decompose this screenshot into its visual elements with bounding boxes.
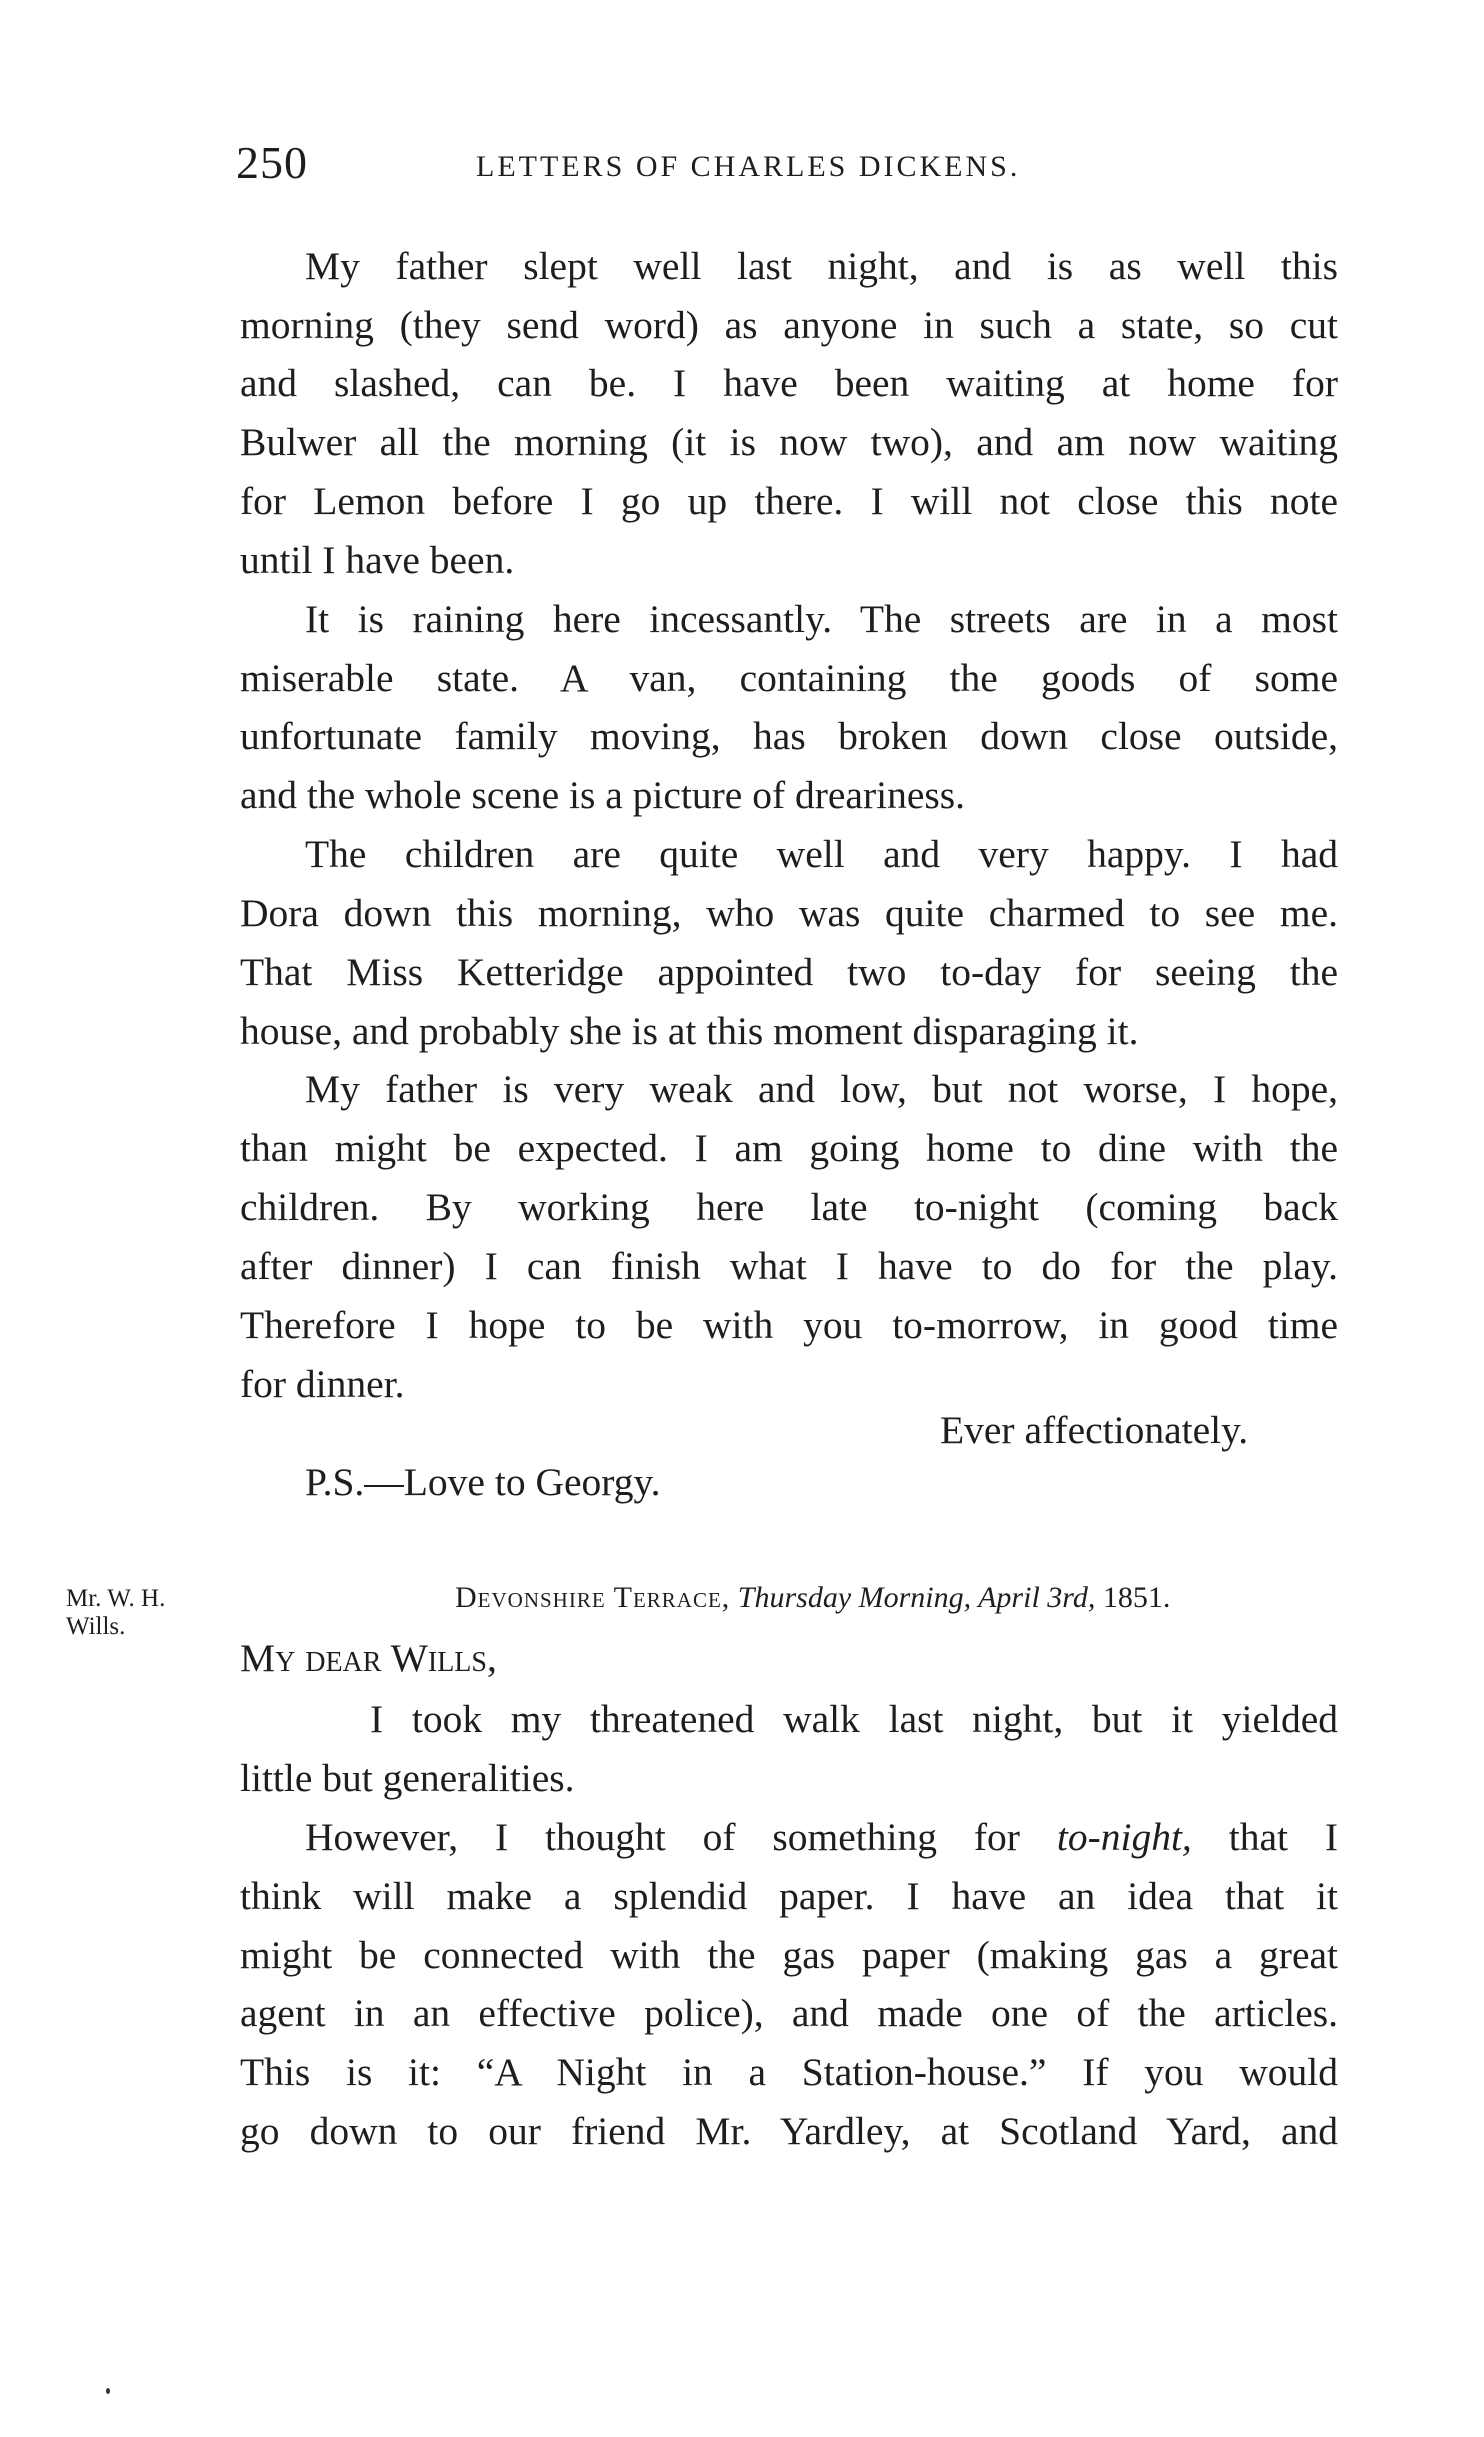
letter1-line: until I have been. xyxy=(240,538,515,582)
running-head: LETTERS OF CHARLES DICKENS. xyxy=(476,150,1021,183)
letter2-line: might be connected with the gas paper (making gas a great xyxy=(240,1933,1338,1977)
letter1-line: Bulwer all the morning (it is now two), and am now waiting xyxy=(240,420,1338,464)
letter1-line: The children are quite well and very happy. I had xyxy=(305,832,1338,876)
letter-closing: Ever affectionately. xyxy=(940,1408,1249,1452)
letter2-line-text: that I xyxy=(1228,1815,1339,1859)
letter1-line: than might be expected. I am going home to dine with the xyxy=(240,1126,1338,1170)
ink-speck xyxy=(106,2388,110,2394)
letter1-line: unfortunate family moving, has broken down close outside, xyxy=(240,714,1338,758)
italic-word: to-night, xyxy=(1056,1815,1192,1859)
letter2-line-text: However, I thought of something for xyxy=(305,1815,1020,1859)
letter1-line: miserable state. A van, containing the goods of some xyxy=(240,656,1338,700)
letter2-line: little but generalities. xyxy=(240,1756,575,1800)
postscript: P.S.—Love to Georgy. xyxy=(305,1460,661,1504)
letter1-line: Therefore I hope to be with you to-morrow, in good time xyxy=(240,1303,1338,1347)
letter1-line: It is raining here incessantly. The streets are in a most xyxy=(305,597,1338,641)
letter1-line: morning (they send word) as anyone in such a state, so cut xyxy=(240,303,1338,347)
letter-dateline xyxy=(455,1580,1170,1616)
letter2-line: agent in an effective police), and made one of the articles. xyxy=(240,1991,1338,2035)
letter1-line: house, and probably she is at this moment disparaging it. xyxy=(240,1009,1139,1053)
dateline-place: Devonshire Terrace, xyxy=(455,1581,731,1614)
letter1-line: and slashed, can be. I have been waiting at home for xyxy=(240,361,1338,405)
letter1-line: children. By working here late to-night (coming back xyxy=(240,1185,1338,1229)
letter1-line: for Lemon before I go up there. I will not close this note xyxy=(240,479,1338,523)
letter1-line: My father slept well last night, and is as well this xyxy=(305,244,1338,288)
letter2-line: This is it: “A Night in a Station-house.” If you would xyxy=(240,2050,1338,2094)
letter2-line: go down to our friend Mr. Yardley, at Scotland Yard, and xyxy=(240,2109,1338,2153)
dateline-year: 1851. xyxy=(1102,1581,1171,1614)
marginal-note-line: Wills. xyxy=(66,1613,126,1640)
marginal-note-line: Mr. W. H. xyxy=(66,1585,166,1612)
letter1-line: after dinner) I can finish what I have to do for the play. xyxy=(240,1244,1338,1288)
letter1-line: My father is very weak and low, but not worse, I hope, xyxy=(305,1067,1338,1111)
letter2-line: I took my threatened walk last night, but it yielded xyxy=(370,1697,1338,1741)
letter1-line: and the whole scene is a picture of dreariness. xyxy=(240,773,965,817)
dateline-time: Thursday Morning, April 3rd, xyxy=(737,1581,1096,1614)
recipient-marginal-note xyxy=(66,1585,165,1641)
letter1-line: Dora down this morning, who was quite charmed to see me. xyxy=(240,891,1338,935)
page-number: 250 xyxy=(236,137,308,188)
letter2-line: think will make a splendid paper. I have an idea that it xyxy=(240,1874,1338,1918)
page-header xyxy=(236,136,1336,196)
letter1-line: for dinner. xyxy=(240,1362,405,1406)
salutation: My dear Wills, xyxy=(240,1636,497,1680)
letter1-line: That Miss Ketteridge appointed two to-day for seeing the xyxy=(240,950,1338,994)
letter2-line xyxy=(305,1814,1338,1860)
